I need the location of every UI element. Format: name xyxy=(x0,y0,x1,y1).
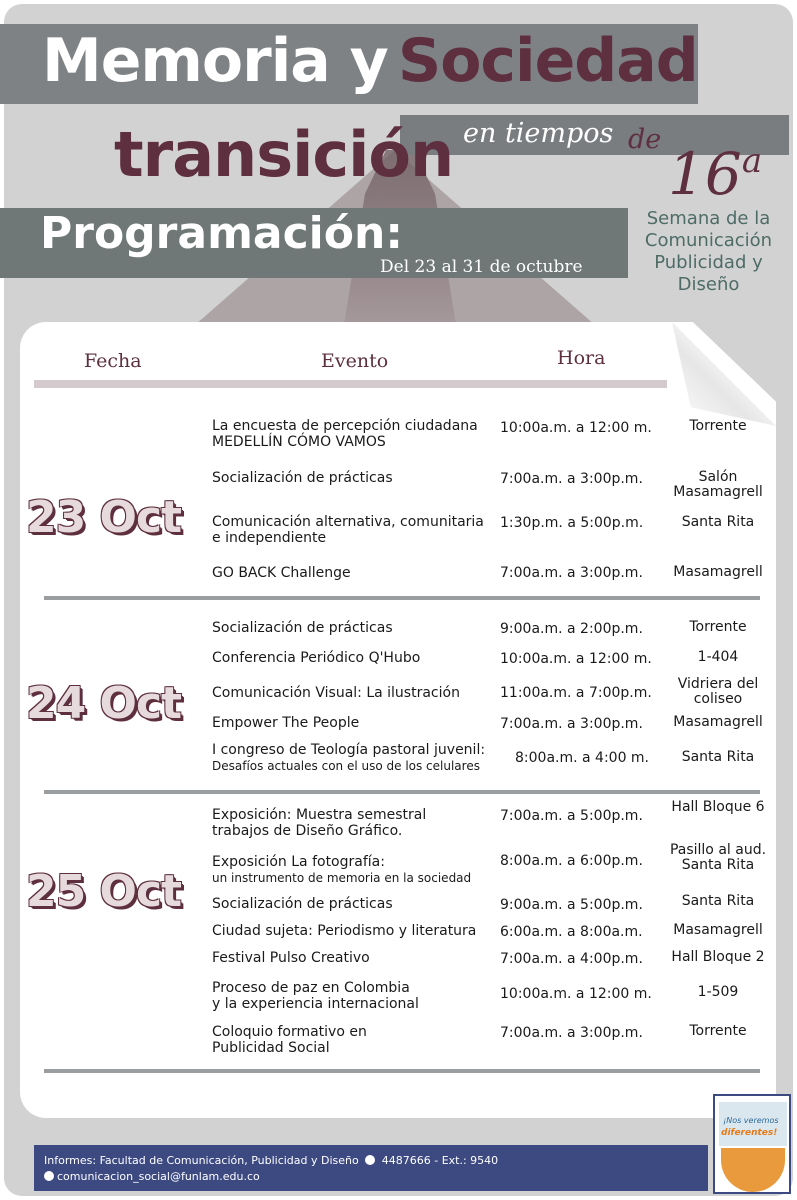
logo-line1: ¡Nos veremos xyxy=(723,1116,779,1125)
event-subtitle: Publicidad Social xyxy=(212,1040,330,1056)
event-subtitle: e independiente xyxy=(212,530,327,546)
event-place: Masamagrell xyxy=(673,564,763,580)
event-title-text: I congreso de Teología pastoral juvenil: xyxy=(212,742,486,758)
title-en-tiempos: en tiempos xyxy=(463,118,614,149)
event-title xyxy=(212,854,502,886)
edition-number xyxy=(668,140,762,208)
edition-suffix: a xyxy=(741,141,763,181)
header-evento: Evento xyxy=(321,350,389,372)
logo-line2: diferentes! xyxy=(721,1128,778,1138)
event-time: 7:00a.m. a 3:00p.m. xyxy=(500,1025,643,1041)
event-time: 8:00a.m. a 6:00p.m. xyxy=(500,853,643,869)
event-time: 7:00a.m. a 4:00p.m. xyxy=(500,951,643,967)
event-title xyxy=(212,807,502,839)
event-title xyxy=(212,923,502,939)
event-place: Santa Rita xyxy=(681,893,755,909)
event-title xyxy=(212,980,502,1012)
event-title-text: Comunicación alternativa, comunitaria xyxy=(212,514,484,530)
event-time: 7:00a.m. a 3:00p.m. xyxy=(500,565,643,581)
event-place: Masamagrell xyxy=(673,714,763,730)
event-place: Salón Masamagrell xyxy=(673,469,763,500)
event-place: Masamagrell xyxy=(673,922,763,938)
event-time: 8:00a.m. a 4:00 m. xyxy=(515,750,650,766)
date-label: 24 Oct xyxy=(26,678,182,729)
day-separator xyxy=(44,1069,760,1073)
event-place: Torrente xyxy=(689,1023,747,1039)
event-subtitle: y la experiencia internacional xyxy=(212,996,419,1012)
event-title-text: Festival Pulso Creativo xyxy=(212,950,370,966)
event-time: 11:00a.m. a 7:00p.m. xyxy=(500,685,652,701)
event-title xyxy=(212,418,502,450)
event-subtitle: trabajos de Diseño Gráfico. xyxy=(212,823,403,839)
event-subtitle: MEDELLÍN CÓMO VAMOS xyxy=(212,434,386,450)
date-label: 25 Oct xyxy=(26,866,182,917)
event-title xyxy=(212,650,502,666)
event-place: Vidriera del coliseo xyxy=(677,676,759,707)
footer-email[interactable]: comunicacion_social@funlam.edu.co xyxy=(57,1170,260,1183)
event-title-text: Empower The People xyxy=(212,715,360,731)
event-place: Pasillo al aud. Santa Rita xyxy=(669,842,767,873)
day-separator xyxy=(44,790,760,794)
date-label: 23 Oct xyxy=(26,492,182,543)
event-title-text: Coloquio formativo en xyxy=(212,1024,367,1040)
event-time: 1:30p.m. a 5:00p.m. xyxy=(500,515,644,531)
email-icon xyxy=(44,1171,54,1181)
event-place: Torrente xyxy=(689,418,747,434)
event-title-text: Conferencia Periódico Q'Hubo xyxy=(212,650,421,666)
event-time: 10:00a.m. a 12:00 m. xyxy=(500,651,652,667)
event-time: 7:00a.m. a 5:00p.m. xyxy=(500,808,643,824)
edition-digits: 16 xyxy=(668,140,742,208)
title-de: de xyxy=(628,124,662,155)
event-title xyxy=(212,950,502,966)
footer-bar xyxy=(34,1145,708,1191)
footer-info: Informes: Facultad de Comunicación, Publicidad y Diseño xyxy=(44,1154,359,1167)
event-title xyxy=(212,896,502,912)
event-subtitle: un instrumento de memoria en la sociedad xyxy=(212,871,472,885)
event-place: Santa Rita xyxy=(681,514,755,530)
event-subtitle: Desafíos actuales con el uso de los celulares xyxy=(212,759,480,773)
title-memoria: Memoria y xyxy=(42,26,388,96)
event-title-text: Socialización de prácticas xyxy=(212,620,393,636)
event-title-text: Exposición La fotografía: xyxy=(212,854,385,870)
event-title-text: Ciudad sujeta: Periodismo y literatura xyxy=(212,923,477,939)
date-range: Del 23 al 31 de octubre xyxy=(380,257,583,277)
event-title-text: GO BACK Challenge xyxy=(212,565,351,581)
event-time: 7:00a.m. a 3:00p.m. xyxy=(500,471,643,487)
footer-phone: 4487666 - Ext.: 9540 xyxy=(381,1154,499,1167)
event-title xyxy=(212,742,502,774)
phone-icon xyxy=(365,1155,375,1165)
event-place: 1-404 xyxy=(697,649,739,665)
brand-logo xyxy=(713,1094,791,1194)
header-fecha: Fecha xyxy=(84,350,142,372)
event-place: Hall Bloque 2 xyxy=(671,949,765,965)
title-transicion: transición xyxy=(114,118,454,191)
event-place: 1-509 xyxy=(697,984,739,1000)
event-time: 6:00a.m. a 8:00a.m. xyxy=(500,924,643,940)
event-title-text: Exposición: Muestra semestral xyxy=(212,807,427,823)
event-time: 9:00a.m. a 5:00p.m. xyxy=(500,897,643,913)
event-title-text: Socialización de prácticas xyxy=(212,896,393,912)
event-title xyxy=(212,470,502,486)
event-place: Torrente xyxy=(689,619,747,635)
title-sociedad: Sociedad xyxy=(398,26,698,96)
header-divider xyxy=(34,380,667,388)
event-name: Semana de la Comunicación Publicidad y Diseño xyxy=(644,208,773,295)
event-place: Santa Rita xyxy=(681,749,755,765)
event-title-text: Socialización de prácticas xyxy=(212,470,393,486)
day-separator xyxy=(44,596,760,600)
event-title-text: Proceso de paz en Colombia xyxy=(212,980,410,996)
event-title xyxy=(212,1024,502,1056)
event-time: 10:00a.m. a 12:00 m. xyxy=(500,420,652,436)
event-time: 10:00a.m. a 12:00 m. xyxy=(500,986,652,1002)
event-title xyxy=(212,565,502,581)
section-title: Programación: xyxy=(40,208,403,259)
event-title xyxy=(212,514,502,546)
event-title xyxy=(212,685,502,701)
logo-illustration xyxy=(721,1148,785,1192)
event-time: 7:00a.m. a 3:00p.m. xyxy=(500,716,643,732)
footer-info-line xyxy=(44,1154,498,1167)
event-time: 9:00a.m. a 2:00p.m. xyxy=(500,621,643,637)
event-title xyxy=(212,620,502,636)
header-hora: Hora xyxy=(557,347,606,369)
event-title-text: La encuesta de percepción ciudadana xyxy=(212,418,478,434)
footer-email-line xyxy=(44,1170,260,1183)
event-title-text: Comunicación Visual: La ilustración xyxy=(212,685,460,701)
event-place: Hall Bloque 6 xyxy=(671,799,765,815)
event-title xyxy=(212,715,502,731)
